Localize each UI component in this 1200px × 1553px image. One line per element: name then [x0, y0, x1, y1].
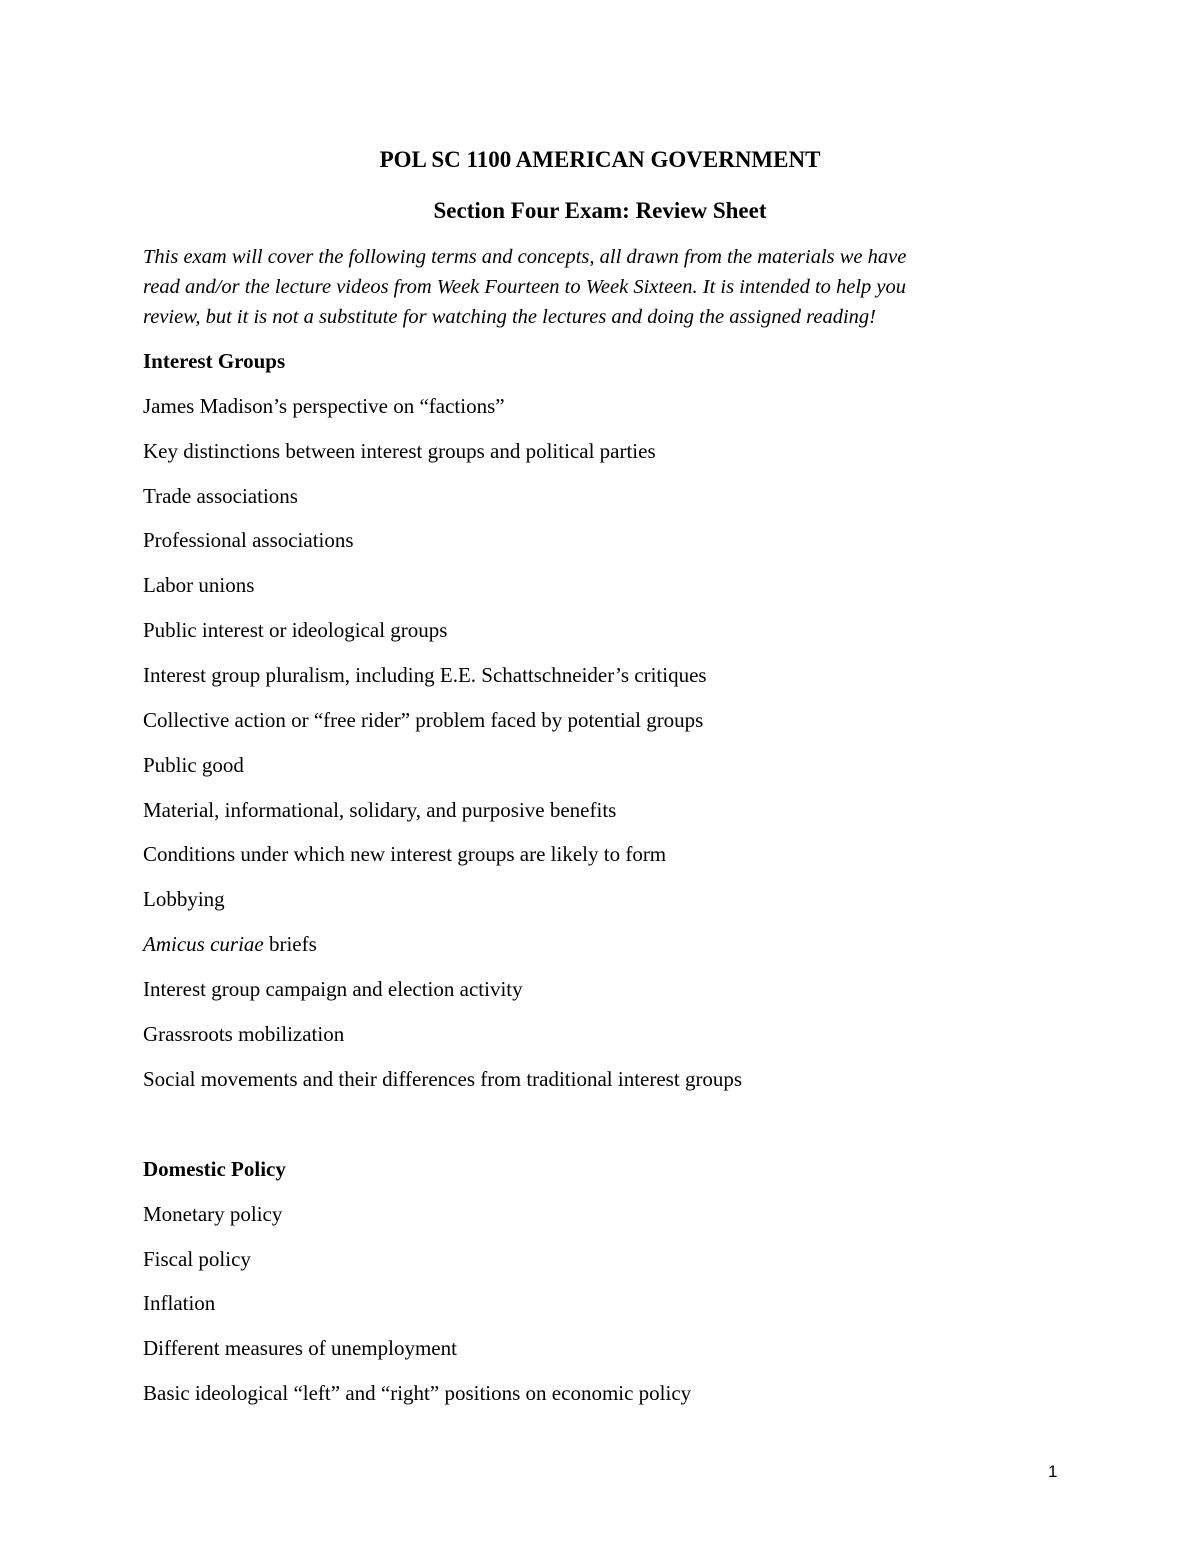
list-item: Professional associations: [143, 528, 354, 552]
list-item: Public good: [143, 753, 244, 777]
list-item: Different measures of unemployment: [143, 1336, 457, 1360]
document-subtitle: Section Four Exam: Review Sheet: [433, 198, 767, 223]
list-item: Lobbying: [143, 887, 225, 911]
list-item: Fiscal policy: [143, 1247, 251, 1271]
list-item: Conditions under which new interest groups are likely to form: [143, 842, 667, 866]
intro-paragraph: [143, 242, 1043, 332]
list-item: Basic ideological “left” and “right” positions on economic policy: [143, 1381, 692, 1405]
list-item: Social movements and their differences from traditional interest groups: [143, 1067, 743, 1091]
list-item: Public interest or ideological groups: [143, 618, 448, 642]
intro-line: read and/or the lecture videos from Week Fourteen to Week Sixteen. It is intended to help you: [143, 276, 907, 298]
list-item: Labor unions: [143, 573, 255, 597]
list-item: Grassroots mobilization: [143, 1022, 345, 1046]
list-item: Monetary policy: [143, 1202, 283, 1226]
document-title: POL SC 1100 AMERICAN GOVERNMENT: [379, 147, 821, 172]
intro-line: This exam will cover the following terms and concepts, all drawn from the materials we have: [143, 246, 907, 268]
section-heading-interest-groups: Interest Groups: [143, 349, 286, 373]
list-item: Key distinctions between interest groups and political parties: [143, 439, 656, 463]
list-item: [143, 930, 317, 958]
intro-line: review, but it is not a substitute for watching the lectures and doing the assigned reading!: [143, 306, 876, 328]
list-item: Trade associations: [143, 484, 298, 508]
list-item-text: briefs: [268, 932, 317, 956]
list-item: Collective action or “free rider” problem faced by potential groups: [143, 708, 704, 732]
section-heading-domestic-policy: Domestic Policy: [143, 1157, 286, 1181]
list-item: Inflation: [143, 1291, 216, 1315]
latin-term: Amicus curiae: [143, 932, 264, 956]
list-item: Material, informational, solidary, and purposive benefits: [143, 798, 617, 822]
page-number: 1: [1048, 1462, 1058, 1481]
list-item: Interest group campaign and election activity: [143, 977, 523, 1001]
list-item: Interest group pluralism, including E.E. Schattschneider’s critiques: [143, 663, 707, 687]
list-item: James Madison’s perspective on “factions”: [143, 394, 505, 418]
